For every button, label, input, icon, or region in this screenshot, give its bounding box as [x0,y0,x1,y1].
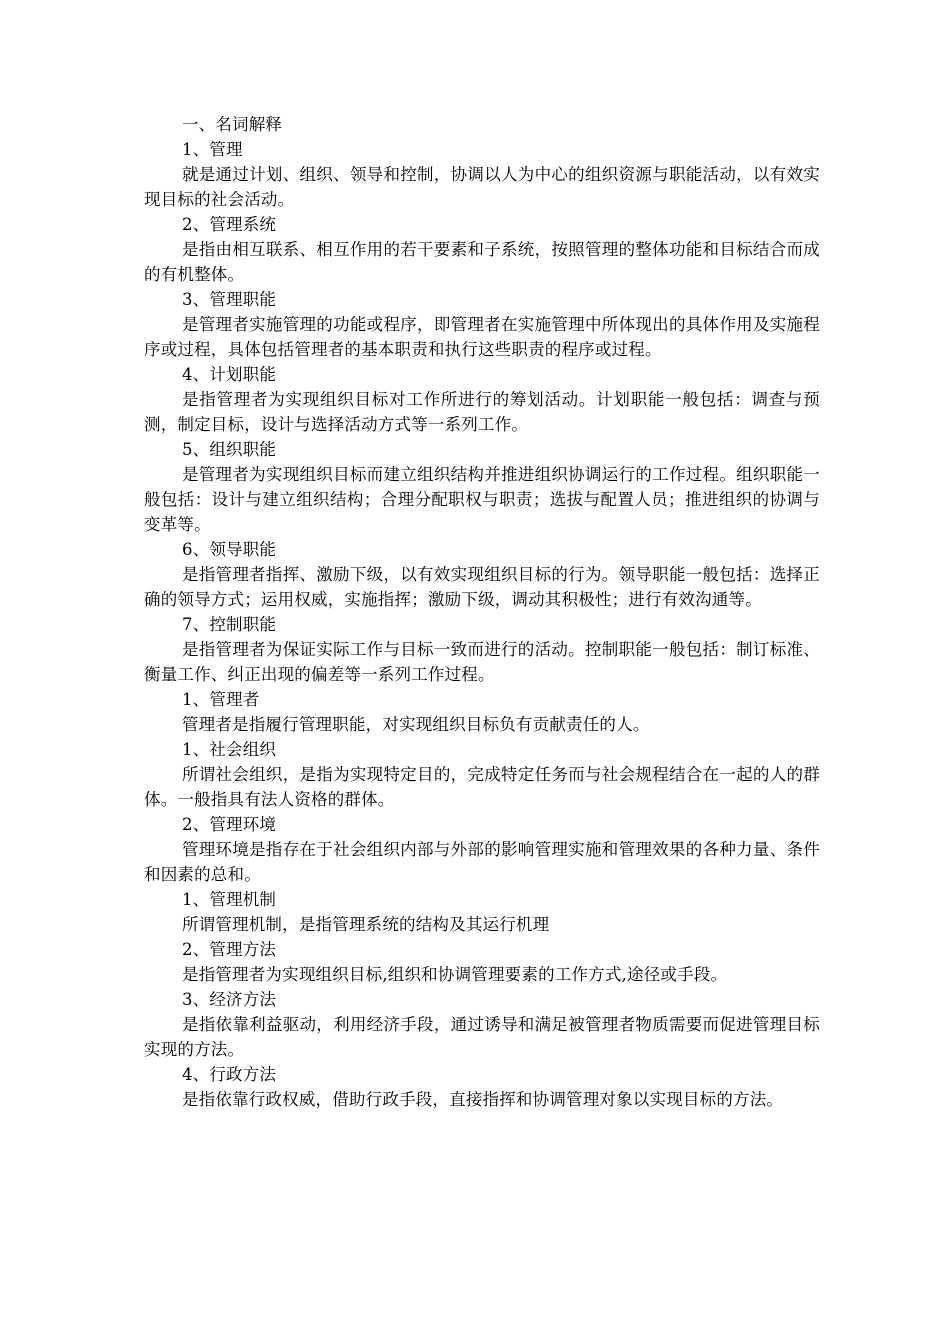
term-title: 7、控制职能 [181,615,277,634]
term-title: 2、管理系统 [181,215,277,234]
term-title: 4、计划职能 [181,365,277,384]
term-title: 5、组织职能 [181,440,277,459]
term-definition: 是指管理者指挥、激励下级，以有效实现组织目标的行为。领导职能一般包括：选择正确的领导方式；运用权威，实施指挥；激励下级，调动其积极性；进行有效沟通等。 [144,565,820,609]
term-definition: 是指管理者为实现组织目标,组织和协调管理要素的工作方式,途径或手段。 [181,965,728,984]
document-body [144,112,820,1112]
term-definition: 是指管理者为保证实际工作与目标一致而进行的活动。控制职能一般包括：制订标准、衡量工作、纠正出现的偏差等一系列工作过程。 [144,640,820,684]
section-heading: 一、名词解释 [181,115,283,134]
term-definition: 是指由相互联系、相互作用的若干要素和子系统，按照管理的整体功能和目标结合而成的有机整体。 [144,240,820,284]
term-definition: 是指依靠利益驱动，利用经济手段，通过诱导和满足被管理者物质需要而促进管理目标实现的方法。 [144,1015,820,1059]
term-definition: 是管理者为实现组织目标而建立组织结构并推进组织协调运行的工作过程。组织职能一般包括：设计与建立组织结构；合理分配职权与职责；选拔与配置人员；推进组织的协调与变革等。 [144,465,820,534]
term-definition: 管理环境是指存在于社会组织内部与外部的影响管理实施和管理效果的各种力量、条件和因素的总和。 [144,840,820,884]
term-definition: 就是通过计划、组织、领导和控制，协调以人为中心的组织资源与职能活动，以有效实现目标的社会活动。 [144,165,820,209]
term-title: 1、社会组织 [181,740,277,759]
term-title: 3、管理职能 [181,290,277,309]
term-title: 1、管理 [181,140,243,159]
term-definition: 所谓社会组织，是指为实现特定目的，完成特定任务而与社会规程结合在一起的人的群体。一般指具有法人资格的群体。 [144,765,820,809]
term-title: 4、行政方法 [181,1065,277,1084]
term-definition: 是管理者实施管理的功能或程序，即管理者在实施管理中所体现出的具体作用及实施程序或过程，具体包括管理者的基本职责和执行这些职责的程序或过程。 [144,315,820,359]
term-definition: 是指依靠行政权威，借助行政手段，直接指挥和协调管理对象以实现目标的方法。 [181,1090,784,1109]
term-title: 6、领导职能 [181,540,277,559]
term-definition: 是指管理者为实现组织目标对工作所进行的筹划活动。计划职能一般包括：调查与预测，制定目标，设计与选择活动方式等一系列工作。 [144,390,820,434]
term-title: 1、管理者 [181,690,260,709]
term-definition: 所谓管理机制，是指管理系统的结构及其运行机理 [181,915,550,934]
term-definition: 管理者是指履行管理职能，对实现组织目标负有贡献责任的人。 [181,715,650,734]
term-title: 1、管理机制 [181,890,277,909]
term-title: 2、管理环境 [181,815,277,834]
term-title: 2、管理方法 [181,940,277,959]
term-title: 3、经济方法 [181,990,277,1009]
